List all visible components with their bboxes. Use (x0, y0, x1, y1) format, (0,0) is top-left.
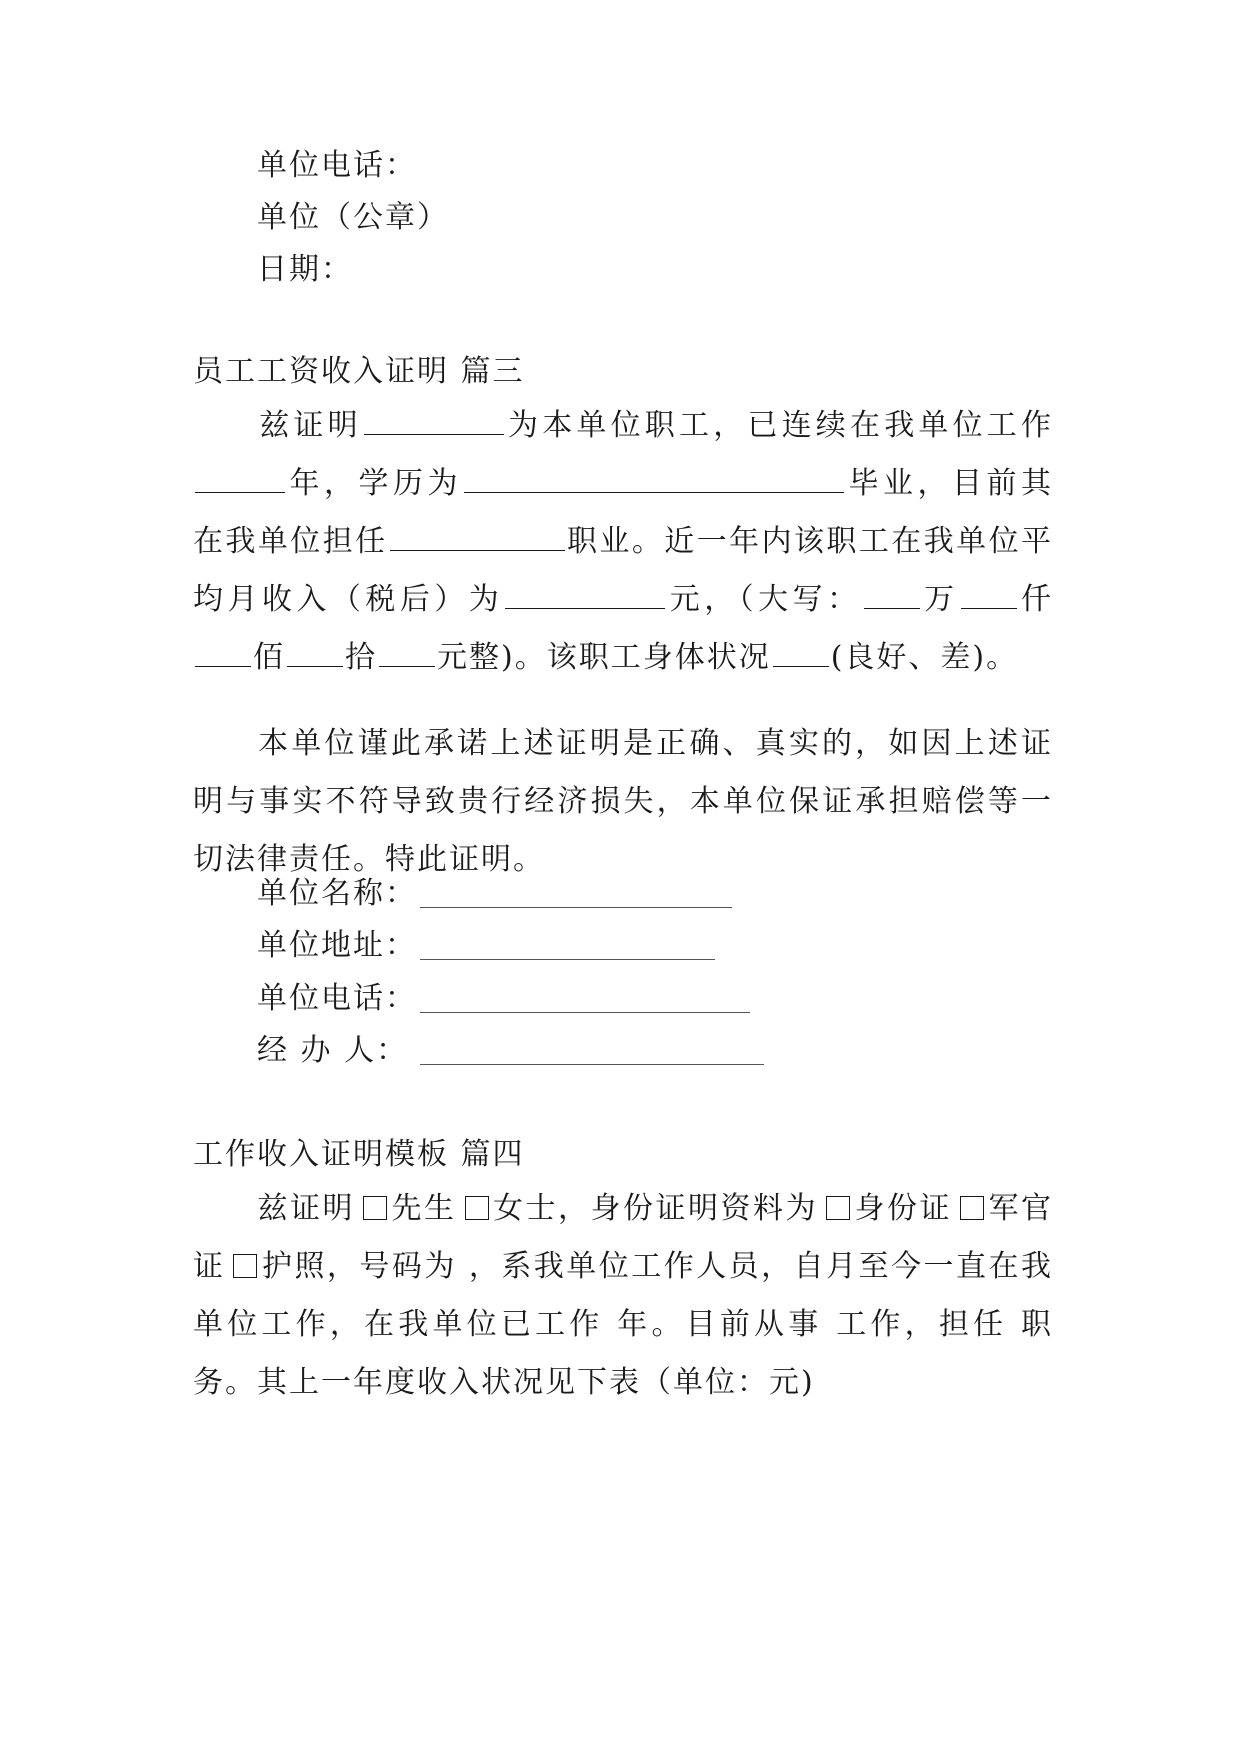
s3-text: 元整)。该职工身体状况 (437, 640, 771, 675)
s4-text: 身份证 (854, 1191, 952, 1226)
top-date-label: 日期： (257, 252, 353, 287)
blank-monthly-income[interactable] (505, 580, 665, 609)
unit-phone-field[interactable] (420, 1012, 750, 1013)
unit-phone-label: 单位电话： (257, 981, 417, 1016)
unit-name-field[interactable] (420, 907, 732, 908)
blank-health[interactable] (773, 638, 829, 667)
s3-text: (良好、差)。 (830, 640, 1019, 675)
blank-position[interactable] (390, 522, 565, 551)
checkbox-mr[interactable] (363, 1196, 387, 1220)
top-phone-label: 单位电话： (257, 148, 417, 183)
s4-text: ，身份证明资料为 (558, 1191, 818, 1226)
s3-text: 佰 (253, 640, 285, 675)
handler-field[interactable] (420, 1064, 764, 1065)
unit-address-field[interactable] (420, 959, 715, 960)
handler-label: 经 办 人： (257, 1033, 409, 1068)
s3-text: 职业。近一年内该职工在我单位平均月收入（税后）为 (193, 524, 1054, 617)
s3-text: 万 (921, 582, 959, 617)
blank-yuan[interactable] (379, 638, 435, 667)
s3-text: 元，（大写： (667, 582, 862, 617)
blank-education[interactable] (464, 464, 844, 493)
s4-text: 护照 (261, 1249, 327, 1284)
top-seal-label: 单位（公章） (257, 200, 449, 235)
section4-title: 工作收入证明模板 篇四 (193, 1137, 525, 1172)
checkbox-officer-card[interactable] (960, 1196, 984, 1220)
section4-paragraph-1 (193, 1180, 1053, 1412)
s3-text: 拾 (345, 640, 377, 675)
s3-text: 年，学历为 (287, 466, 462, 501)
checkbox-ms[interactable] (465, 1196, 489, 1220)
s4-text: 女士 (492, 1191, 558, 1226)
blank-bai[interactable] (195, 638, 251, 667)
s4-text: ，号码为 ，系我单位工作人员，自月至今一直在我单位工作，在我单位已工作 年。目前从事 工作，担任 职务。其上一年度收入状况见下表（单位：元) (193, 1249, 1053, 1400)
blank-years[interactable] (195, 464, 285, 493)
unit-address-label: 单位地址： (257, 928, 417, 963)
checkbox-passport[interactable] (233, 1254, 257, 1278)
blank-shi[interactable] (287, 638, 343, 667)
s4-text: 先生 (391, 1191, 457, 1226)
section3-title: 员工工资收入证明 篇三 (193, 354, 525, 389)
s4-text: 兹证明 (257, 1191, 355, 1226)
blank-qian[interactable] (961, 580, 1017, 609)
unit-name-label: 单位名称： (257, 876, 417, 911)
section3-paragraph-2 (193, 715, 1053, 889)
s3-text: 为本单位职工，已连续在我单位工作 (505, 408, 1054, 443)
s3-text: 兹证明 (257, 408, 362, 443)
s4-text: 军官证 (193, 1191, 1053, 1284)
section3-paragraph-1 (193, 397, 1053, 687)
s3-text: 毕业，目前其在我单位担任 (193, 466, 1053, 559)
s3-text: 仟 (1018, 582, 1054, 617)
blank-wan[interactable] (864, 580, 920, 609)
blank-employee-name[interactable] (364, 406, 504, 435)
s3-commitment-text: 本单位谨此承诺上述证明是正确、真实的，如因上述证明与事实不符导致贵行经济损失，本单位保证承担赔偿等一切法律责任。特此证明。 (193, 726, 1053, 877)
checkbox-id-card[interactable] (826, 1196, 850, 1220)
